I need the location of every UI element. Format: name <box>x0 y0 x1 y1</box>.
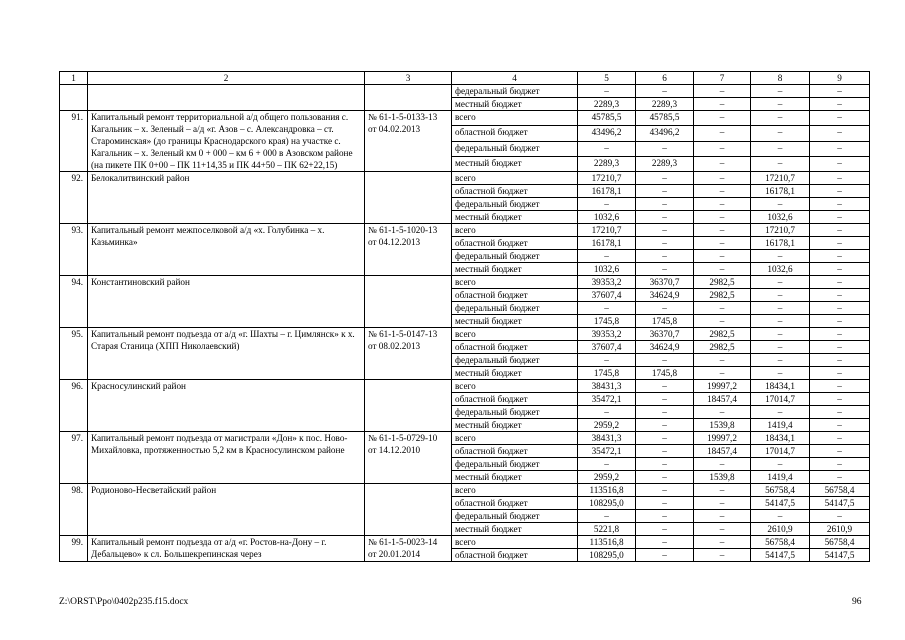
amount-col-6: – <box>636 393 694 406</box>
funding-source: федеральный бюджет <box>452 302 578 315</box>
amount-col-8: 17210,7 <box>751 172 810 185</box>
document-reference <box>365 85 452 111</box>
amount-col-5: 2959,2 <box>578 471 636 484</box>
amount-col-9: – <box>810 98 870 111</box>
footer-file-path: Z:\ORST\Ppo\0402p235.f15.docx <box>59 597 189 607</box>
amount-col-7: – <box>694 172 751 185</box>
amount-col-6: – <box>636 380 694 393</box>
amount-col-6: 36370,7 <box>636 276 694 289</box>
amount-col-8: 18434,1 <box>751 432 810 445</box>
column-header-6: 6 <box>636 72 694 85</box>
amount-col-7: – <box>694 523 751 536</box>
amount-col-9: – <box>810 341 870 354</box>
amount-col-6: – <box>636 536 694 549</box>
table-row <box>60 380 870 393</box>
amount-col-7: 1539,8 <box>694 419 751 432</box>
amount-col-8: – <box>751 111 810 126</box>
amount-col-6: – <box>636 406 694 419</box>
amount-col-9: – <box>810 172 870 185</box>
amount-col-5: – <box>578 85 636 98</box>
amount-col-6: 2289,3 <box>636 98 694 111</box>
amount-col-6: 36370,7 <box>636 328 694 341</box>
table-row <box>60 276 870 289</box>
table-header-row <box>60 72 870 85</box>
amount-col-8: 56758,4 <box>751 536 810 549</box>
amount-col-6: 1745,8 <box>636 315 694 328</box>
amount-col-8: – <box>751 367 810 380</box>
funding-source: местный бюджет <box>452 367 578 380</box>
amount-col-7: 19997,2 <box>694 432 751 445</box>
column-header-4: 4 <box>452 72 578 85</box>
amount-col-6: 45785,5 <box>636 111 694 126</box>
amount-col-9: 54147,5 <box>810 497 870 510</box>
column-header-1: 1 <box>60 72 88 85</box>
amount-col-7: – <box>694 549 751 562</box>
amount-col-8: 17210,7 <box>751 224 810 237</box>
row-number: 97. <box>60 432 88 484</box>
amount-col-8: 1032,6 <box>751 263 810 276</box>
amount-col-5: 1032,6 <box>578 211 636 224</box>
amount-col-6: 34624,9 <box>636 289 694 302</box>
amount-col-6: – <box>636 354 694 367</box>
object-description: Константиновский район <box>88 276 365 328</box>
amount-col-7: – <box>694 510 751 523</box>
amount-col-7: 18457,4 <box>694 445 751 458</box>
amount-col-6: – <box>636 510 694 523</box>
document-reference <box>365 484 452 536</box>
amount-col-6: 2289,3 <box>636 156 694 171</box>
funding-source: местный бюджет <box>452 98 578 111</box>
amount-col-9: – <box>810 380 870 393</box>
amount-col-5: 43496,2 <box>578 126 636 141</box>
document-reference: № 61-1-5-1020-13 от 04.12.2013 <box>365 224 452 276</box>
amount-col-7: – <box>694 354 751 367</box>
funding-source: местный бюджет <box>452 156 578 171</box>
amount-col-5: 37607,4 <box>578 341 636 354</box>
budget-table <box>59 71 870 562</box>
amount-col-8: – <box>751 341 810 354</box>
amount-col-5: 2289,3 <box>578 156 636 171</box>
row-number <box>60 85 88 111</box>
amount-col-9: 56758,4 <box>810 484 870 497</box>
amount-col-6: – <box>636 250 694 263</box>
amount-col-5: – <box>578 198 636 211</box>
funding-source: местный бюджет <box>452 471 578 484</box>
amount-col-5: – <box>578 250 636 263</box>
funding-source: областной бюджет <box>452 341 578 354</box>
amount-col-8: 17014,7 <box>751 393 810 406</box>
amount-col-9: 54147,5 <box>810 549 870 562</box>
amount-col-6: – <box>636 458 694 471</box>
amount-col-5: 37607,4 <box>578 289 636 302</box>
amount-col-7: – <box>694 497 751 510</box>
amount-col-6: 34624,9 <box>636 341 694 354</box>
funding-source: всего <box>452 111 578 126</box>
column-header-2: 2 <box>88 72 365 85</box>
funding-source: местный бюджет <box>452 419 578 432</box>
amount-col-6: – <box>636 523 694 536</box>
amount-col-6: – <box>636 432 694 445</box>
amount-col-6: – <box>636 237 694 250</box>
amount-col-6: – <box>636 85 694 98</box>
amount-col-5: 35472,1 <box>578 445 636 458</box>
amount-col-5: 1745,8 <box>578 315 636 328</box>
funding-source: федеральный бюджет <box>452 354 578 367</box>
amount-col-8: – <box>751 141 810 156</box>
amount-col-8: 2610,9 <box>751 523 810 536</box>
amount-col-9: – <box>810 315 870 328</box>
amount-col-5: – <box>578 302 636 315</box>
amount-col-6: – <box>636 549 694 562</box>
funding-source: местный бюджет <box>452 263 578 276</box>
amount-col-9: – <box>810 354 870 367</box>
funding-source: федеральный бюджет <box>452 250 578 263</box>
object-description <box>88 85 365 111</box>
document-reference: № 61-1-5-0133-13 от 04.02.2013 <box>365 111 452 172</box>
amount-col-6: – <box>636 302 694 315</box>
amount-col-9: – <box>810 471 870 484</box>
row-number: 98. <box>60 484 88 536</box>
amount-col-6: – <box>636 263 694 276</box>
amount-col-5: 108295,0 <box>578 549 636 562</box>
amount-col-5: 1745,8 <box>578 367 636 380</box>
amount-col-5: 39353,2 <box>578 276 636 289</box>
amount-col-5: 38431,3 <box>578 432 636 445</box>
amount-col-9: – <box>810 237 870 250</box>
amount-col-8: – <box>751 458 810 471</box>
amount-col-8: 17014,7 <box>751 445 810 458</box>
amount-col-5: – <box>578 354 636 367</box>
amount-col-7: 2982,5 <box>694 328 751 341</box>
budget-table-page <box>59 71 869 562</box>
amount-col-6: – <box>636 211 694 224</box>
amount-col-7: 18457,4 <box>694 393 751 406</box>
amount-col-7: – <box>694 85 751 98</box>
table-row <box>60 536 870 549</box>
amount-col-8: 54147,5 <box>751 497 810 510</box>
funding-source: всего <box>452 484 578 497</box>
amount-col-7: – <box>694 211 751 224</box>
amount-col-9: – <box>810 156 870 171</box>
amount-col-5: 113516,8 <box>578 536 636 549</box>
amount-col-8: – <box>751 302 810 315</box>
amount-col-7: – <box>694 237 751 250</box>
amount-col-5: 16178,1 <box>578 237 636 250</box>
funding-source: федеральный бюджет <box>452 458 578 471</box>
row-number: 91. <box>60 111 88 172</box>
amount-col-6: 1745,8 <box>636 367 694 380</box>
amount-col-9: – <box>810 432 870 445</box>
amount-col-9: – <box>810 185 870 198</box>
amount-col-8: – <box>751 315 810 328</box>
funding-source: областной бюджет <box>452 289 578 302</box>
funding-source: областной бюджет <box>452 237 578 250</box>
funding-source: федеральный бюджет <box>452 198 578 211</box>
amount-col-8: – <box>751 354 810 367</box>
table-row <box>60 432 870 445</box>
amount-col-9: – <box>810 289 870 302</box>
amount-col-9: – <box>810 302 870 315</box>
funding-source: местный бюджет <box>452 315 578 328</box>
funding-source: всего <box>452 224 578 237</box>
amount-col-7: – <box>694 126 751 141</box>
funding-source: всего <box>452 172 578 185</box>
column-header-3: 3 <box>365 72 452 85</box>
amount-col-5: 17210,7 <box>578 172 636 185</box>
amount-col-8: – <box>751 156 810 171</box>
object-description: Капитальный ремонт подъезда от а/д «г. Ростов-на-Дону – г. Дебальцево» к сл. Большекрепинская через <box>88 536 365 562</box>
amount-col-5: 2289,3 <box>578 98 636 111</box>
amount-col-6: – <box>636 497 694 510</box>
amount-col-9: – <box>810 276 870 289</box>
amount-col-9: – <box>810 211 870 224</box>
object-description: Капитальный ремонт межпоселковой а/д «х. Голубинка – х. Казьминка» <box>88 224 365 276</box>
funding-source: местный бюджет <box>452 211 578 224</box>
column-header-7: 7 <box>694 72 751 85</box>
amount-col-9: – <box>810 250 870 263</box>
table-row <box>60 484 870 497</box>
document-reference: № 61-1-5-0023-14 от 20.01.2014 <box>365 536 452 562</box>
amount-col-5: 2959,2 <box>578 419 636 432</box>
amount-col-9: – <box>810 198 870 211</box>
funding-source: областной бюджет <box>452 549 578 562</box>
amount-col-7: 2982,5 <box>694 341 751 354</box>
amount-col-5: – <box>578 510 636 523</box>
amount-col-9: 56758,4 <box>810 536 870 549</box>
funding-source: всего <box>452 276 578 289</box>
document-reference <box>365 380 452 432</box>
amount-col-8: 1419,4 <box>751 471 810 484</box>
row-number: 96. <box>60 380 88 432</box>
amount-col-9: – <box>810 445 870 458</box>
funding-source: областной бюджет <box>452 185 578 198</box>
amount-col-8: – <box>751 250 810 263</box>
amount-col-9: – <box>810 510 870 523</box>
amount-col-5: – <box>578 141 636 156</box>
funding-source: всего <box>452 380 578 393</box>
amount-col-5: 38431,3 <box>578 380 636 393</box>
row-number: 99. <box>60 536 88 562</box>
amount-col-8: – <box>751 85 810 98</box>
row-number: 94. <box>60 276 88 328</box>
object-description: Капитальный ремонт подъезда от а/д «г. Шахты – г. Цимлянск» к х. Старая Станица (ХПП Николаевский) <box>88 328 365 380</box>
amount-col-6: – <box>636 172 694 185</box>
amount-col-7: – <box>694 198 751 211</box>
funding-source: федеральный бюджет <box>452 85 578 98</box>
footer-page-number: 96 <box>852 597 862 607</box>
amount-col-8: 18434,1 <box>751 380 810 393</box>
funding-source: федеральный бюджет <box>452 406 578 419</box>
amount-col-8: 54147,5 <box>751 549 810 562</box>
amount-col-6: – <box>636 484 694 497</box>
table-row <box>60 172 870 185</box>
funding-source: областной бюджет <box>452 393 578 406</box>
amount-col-9: – <box>810 126 870 141</box>
amount-col-7: – <box>694 98 751 111</box>
amount-col-7: – <box>694 156 751 171</box>
amount-col-5: 39353,2 <box>578 328 636 341</box>
amount-col-7: – <box>694 224 751 237</box>
row-number: 92. <box>60 172 88 224</box>
document-reference <box>365 172 452 224</box>
funding-source: всего <box>452 432 578 445</box>
amount-col-8: 16178,1 <box>751 185 810 198</box>
amount-col-6: 43496,2 <box>636 126 694 141</box>
object-description: Белокалитвинский район <box>88 172 365 224</box>
amount-col-8: – <box>751 198 810 211</box>
amount-col-8: – <box>751 289 810 302</box>
amount-col-6: – <box>636 419 694 432</box>
amount-col-7: 2982,5 <box>694 276 751 289</box>
amount-col-9: – <box>810 458 870 471</box>
object-description: Родионово-Несветайский район <box>88 484 365 536</box>
funding-source: местный бюджет <box>452 523 578 536</box>
column-header-5: 5 <box>578 72 636 85</box>
document-reference: № 61-1-5-0729-10 от 14.12.2010 <box>365 432 452 484</box>
funding-source: областной бюджет <box>452 445 578 458</box>
amount-col-9: – <box>810 406 870 419</box>
amount-col-6: – <box>636 445 694 458</box>
table-row <box>60 85 870 98</box>
amount-col-5: 16178,1 <box>578 185 636 198</box>
object-description: Капитальный ремонт подъезда от магистрали «Дон» к пос. Ново-Михайловка, протяженностью 5,2 км в Красносулинском районе <box>88 432 365 484</box>
amount-col-7: – <box>694 250 751 263</box>
amount-col-8: 56758,4 <box>751 484 810 497</box>
amount-col-9: 2610,9 <box>810 523 870 536</box>
amount-col-8: – <box>751 406 810 419</box>
amount-col-5: 113516,8 <box>578 484 636 497</box>
document-reference: № 61-1-5-0147-13 от 08.02.2013 <box>365 328 452 380</box>
amount-col-7: – <box>694 185 751 198</box>
amount-col-5: 17210,7 <box>578 224 636 237</box>
amount-col-9: – <box>810 111 870 126</box>
funding-source: всего <box>452 536 578 549</box>
amount-col-8: 16178,1 <box>751 237 810 250</box>
document-reference <box>365 276 452 328</box>
amount-col-5: – <box>578 458 636 471</box>
amount-col-7: – <box>694 315 751 328</box>
amount-col-7: – <box>694 302 751 315</box>
amount-col-5: 108295,0 <box>578 497 636 510</box>
row-number: 95. <box>60 328 88 380</box>
amount-col-9: – <box>810 393 870 406</box>
amount-col-6: – <box>636 185 694 198</box>
table-row <box>60 328 870 341</box>
amount-col-7: – <box>694 141 751 156</box>
funding-source: областной бюджет <box>452 126 578 141</box>
amount-col-7: 1539,8 <box>694 471 751 484</box>
amount-col-7: – <box>694 536 751 549</box>
amount-col-8: 1419,4 <box>751 419 810 432</box>
amount-col-6: – <box>636 471 694 484</box>
amount-col-9: – <box>810 141 870 156</box>
amount-col-9: – <box>810 224 870 237</box>
amount-col-9: – <box>810 367 870 380</box>
amount-col-8: 1032,6 <box>751 211 810 224</box>
funding-source: всего <box>452 328 578 341</box>
amount-col-7: 2982,5 <box>694 289 751 302</box>
amount-col-7: – <box>694 458 751 471</box>
funding-source: федеральный бюджет <box>452 141 578 156</box>
table-row <box>60 111 870 126</box>
funding-source: федеральный бюджет <box>452 510 578 523</box>
amount-col-7: – <box>694 406 751 419</box>
amount-col-5: 1032,6 <box>578 263 636 276</box>
amount-col-6: – <box>636 224 694 237</box>
amount-col-7: – <box>694 263 751 276</box>
amount-col-8: – <box>751 328 810 341</box>
amount-col-5: 5221,8 <box>578 523 636 536</box>
table-row <box>60 224 870 237</box>
amount-col-7: 19997,2 <box>694 380 751 393</box>
amount-col-7: – <box>694 367 751 380</box>
amount-col-8: – <box>751 276 810 289</box>
object-description: Капитальный ремонт территориальной а/д общего пользования с. Кагальник – х. Зеленый – а/д «г. Азов – с. Александровка – ст. Староминская» (до границы Краснодарского края) на участке с. Кагальник – х. Зеленый км 0 + 000 – км 6 + 000 в Азовском районе (на пикете ПК 0+00 – ПК 11+14,35 и ПК 44+50 – ПК 62+22,15) <box>88 111 365 172</box>
amount-col-5: 35472,1 <box>578 393 636 406</box>
amount-col-7: – <box>694 484 751 497</box>
column-header-9: 9 <box>810 72 870 85</box>
amount-col-8: – <box>751 98 810 111</box>
column-header-8: 8 <box>751 72 810 85</box>
amount-col-6: – <box>636 198 694 211</box>
amount-col-8: – <box>751 510 810 523</box>
amount-col-8: – <box>751 126 810 141</box>
funding-source: областной бюджет <box>452 497 578 510</box>
amount-col-9: – <box>810 328 870 341</box>
amount-col-7: – <box>694 111 751 126</box>
amount-col-6: – <box>636 141 694 156</box>
amount-col-9: – <box>810 263 870 276</box>
amount-col-9: – <box>810 419 870 432</box>
row-number: 93. <box>60 224 88 276</box>
amount-col-5: – <box>578 406 636 419</box>
amount-col-9: – <box>810 85 870 98</box>
amount-col-5: 45785,5 <box>578 111 636 126</box>
object-description: Красносулинский район <box>88 380 365 432</box>
